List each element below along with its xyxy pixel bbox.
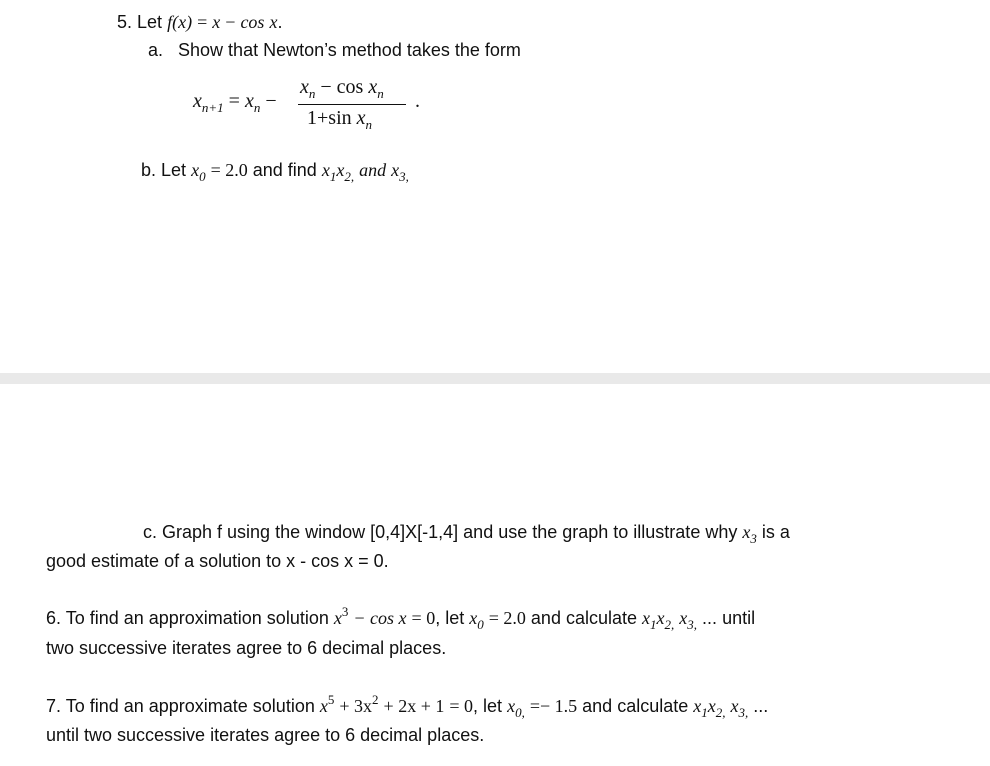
q7-dots: ... (753, 696, 769, 716)
q5-x: x (212, 12, 221, 32)
q6-x: x (333, 608, 342, 628)
q7-val: =− 1.5 (529, 696, 578, 716)
q6-xs1: 1 (650, 617, 657, 632)
q7-plus3: + 3x (339, 696, 373, 716)
q5b-text: and find (252, 160, 317, 180)
q7-exp5: 5 (327, 692, 335, 707)
formula-den-x: x (356, 107, 366, 129)
q6-xs3: 3, (687, 617, 698, 632)
q5b-x1-sub: 1 (329, 169, 337, 184)
formula-num-minus-cos: − cos (320, 76, 364, 98)
q7-xs1: 1 (701, 705, 708, 720)
q7-calc: and calculate (582, 696, 689, 716)
page-divider (0, 373, 990, 384)
formula-numerator (300, 76, 384, 99)
q6-x0-sub: 0 (477, 617, 484, 632)
q6-xs: x (642, 608, 651, 628)
q6-val: = 2.0 (488, 608, 526, 628)
q5b-x1: x (321, 160, 330, 180)
q7-text1: 7. To find an approximate solution (46, 696, 315, 716)
formula-denominator (307, 107, 372, 130)
q5b-x3: x (391, 160, 400, 180)
q5b-and: and (359, 160, 387, 180)
q5-let: Let (137, 12, 163, 32)
q6-calc: and calculate (530, 608, 637, 628)
q5b-line (141, 159, 409, 183)
q5b-x0: x (191, 160, 200, 180)
q5b-x2-sub: 2, (344, 169, 355, 184)
fraction-bar (298, 104, 406, 105)
q5b-x0-sub: 0 (199, 169, 206, 184)
formula-num-n: n (308, 86, 316, 101)
q5-fx: f(x) (167, 12, 193, 32)
q7-xs2: 2, (715, 705, 726, 720)
q5c-text3: good estimate of a solution to x - cos x = 0. (46, 551, 389, 571)
formula-den-one: 1+ (307, 107, 329, 129)
q6-text1: 6. To find an approximation solution (46, 608, 329, 628)
formula-minus: − (265, 90, 277, 112)
q7-xs3-x: x (730, 696, 739, 716)
q7-line2 (46, 724, 484, 746)
q5b-eq: = 2.0 (210, 160, 248, 180)
q7-text2: until two successive iterates agree to 6 decimal places. (46, 725, 485, 745)
q5a-line (148, 39, 521, 61)
formula-lhs-var: x (193, 90, 202, 112)
q5-cos: cos (240, 12, 265, 32)
q5c-text2: is a (761, 522, 790, 542)
q7-x0: x (507, 696, 516, 716)
q6-until: until (722, 608, 756, 628)
q7-xs3: 3, (738, 705, 749, 720)
q6-xs2: 2, (664, 617, 675, 632)
q6-exp: 3 (341, 604, 349, 619)
q6-line2 (46, 637, 446, 659)
q5c-text1: c. Graph f using the window [0,4]X[-1,4] and use the graph to illustrate why (143, 522, 738, 542)
q7-x5: x (319, 696, 328, 716)
formula-den-sin: sin (328, 107, 352, 129)
q5c-x3: x (742, 522, 751, 542)
formula-den-n: n (365, 117, 373, 132)
formula-lhs (193, 90, 277, 113)
q5b-x3-sub: 3, (399, 169, 409, 184)
q7-xs2-x: x (707, 696, 716, 716)
q5-dot: . (277, 12, 283, 32)
q5b-x2: x (336, 160, 345, 180)
formula-x: x (244, 90, 254, 112)
q6-dots: ... (702, 608, 718, 628)
q5-minus: − (225, 12, 236, 32)
q7-line1 (46, 692, 769, 720)
q5-x2: x (269, 12, 278, 32)
q6-mid: − cos x (353, 608, 407, 628)
q5-heading (117, 11, 282, 33)
q6-eq0: = 0 (411, 608, 436, 628)
formula-num-x2: x (368, 76, 378, 98)
q5a-text: Show that Newton’s method takes the form (178, 40, 521, 60)
q6-x0: x (469, 608, 478, 628)
q6-text2: two successive iterates agree to 6 decimal places. (46, 638, 447, 658)
q7-eq0: = 0 (449, 696, 474, 716)
q7-x0-sub: 0, (515, 705, 525, 720)
q5a-label: a. (148, 40, 164, 60)
q6-xs2-x: x (656, 608, 665, 628)
formula-num-n2: n (377, 86, 384, 101)
formula-period (415, 90, 420, 113)
q5c-line2 (46, 550, 389, 572)
formula-n: n (253, 100, 261, 115)
q6-line1 (46, 604, 756, 632)
q7-exp2: 2 (372, 692, 379, 707)
q5c-line1 (143, 521, 790, 545)
q6-let: , let (435, 608, 465, 628)
formula-lhs-sub: n+1 (201, 100, 224, 115)
q5b-label: b. Let (141, 160, 187, 180)
q5-eq: = (197, 12, 208, 32)
q7-let: , let (473, 696, 503, 716)
formula-eq: = (228, 90, 240, 112)
q6-xs3-x: x (679, 608, 688, 628)
q7-xs: x (693, 696, 702, 716)
q7-rest: + 2x + 1 (383, 696, 445, 716)
formula-period-text: . (415, 90, 420, 112)
q5-number: 5. (117, 12, 133, 32)
q5c-x3-sub: 3 (750, 531, 757, 546)
formula-num-x: x (300, 76, 309, 98)
